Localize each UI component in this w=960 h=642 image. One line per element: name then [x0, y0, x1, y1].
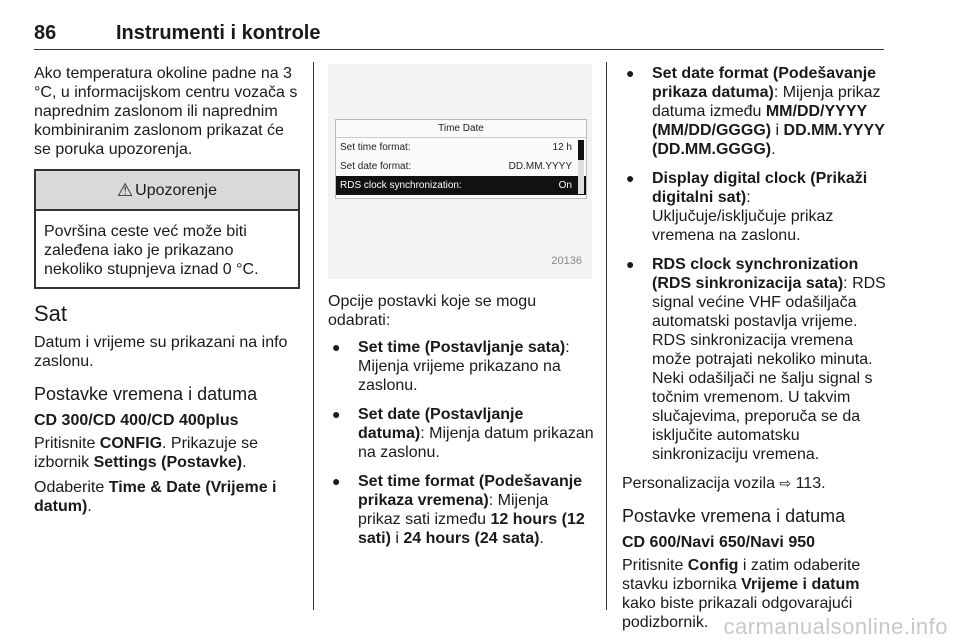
screen-row-date-format: Set date format: DD.MM.YYYY [340, 160, 572, 172]
options-list-continued [622, 64, 888, 464]
list-item: ● RDS clock synchronization (RDS sinkronizacija sata): RDS signal većine VHF odašiljača automatski postavlja vrijeme. RDS sinkronizacija vremena može potrajati nekoliko minuta. Neki odašiljači ne šalju signal s točnim vremenom. U takvim slučajevima, preporuča se da isključite automatsku sinkronizaciju vremena. [622, 255, 888, 464]
warning-body: Površina ceste već može biti zaleđena iako je prikazano nekoliko stupnjeva iznad 0 °C. [44, 223, 259, 278]
warning-header [36, 171, 298, 211]
section-heading-time-date-2: Postavke vremena i datuma [622, 506, 846, 526]
page-title: Instrumenti i kontrole [116, 22, 321, 44]
model-line-2: CD 600/Navi 650/Navi 950 [622, 534, 816, 551]
scroll-thumb [578, 140, 584, 160]
config-paragraph: Pritisnite CONFIG. Prikazuje se izbornik Settings (Postavke). [34, 435, 259, 471]
config-paragraph-2: Pritisnite Config i zatim odaberite stavku izbornika Vrijeme i datum kako biste prikazali odgovarajući podizbornik. [622, 557, 861, 631]
column-1 [34, 64, 300, 516]
list-item: ● Set time (Postavljanje sata): Mijenja vrijeme prikazano na zaslonu. [328, 338, 594, 395]
column-divider-2 [606, 62, 607, 610]
screen-scrollbar [578, 140, 584, 194]
intro-paragraph: Ako temperatura okoline padne na 3 °C, u informacijskom centru vozača s naprednim zaslonom ili naprednim kombiniranim zaslonom prikazat će se poruka upozorenja. [34, 65, 298, 158]
sat-paragraph: Datum i vrijeme su prikazani na info zaslonu. [34, 334, 288, 370]
watermark: carmanualsonline.info [723, 614, 948, 639]
page-reference-arrow-icon: ⇨ [779, 475, 792, 491]
column-3 [622, 64, 888, 632]
screen-title: Time Date [336, 120, 586, 138]
select-paragraph: Odaberite Time & Date (Vrijeme i datum). [34, 479, 277, 515]
personalization-reference: Personalizacija vozila ⇨ 113. [622, 475, 826, 492]
column-divider-1 [313, 62, 314, 610]
warning-icon: ⚠ [117, 179, 134, 200]
display-screen [335, 119, 587, 199]
list-item: ● Set date (Postavljanje datuma): Mijenja datum prikazan na zaslonu. [328, 405, 594, 462]
figure-id: 20136 [551, 255, 582, 267]
page-number: 86 [34, 22, 57, 44]
section-heading-time-date: Postavke vremena i datuma [34, 384, 258, 404]
list-item: ● Set time format (Podešavanje prikaza vremena): Mijenja prikaz sati između 12 hours (12 sati) i 24 hours (24 sata). [328, 472, 594, 548]
list-item: ● Set date format (Podešavanje prikaza datuma): Mijenja prikaz datuma između MM/DD/YYYY (MM/DD/GGGG) i DD.MM.YYYY (DD.MM.GGGG). [622, 64, 888, 159]
column-2 [328, 292, 594, 558]
header-rule [34, 49, 884, 50]
list-item: ● Display digital clock (Prikaži digitalni sat): Uključuje/isključuje prikaz vremena na zaslonu. [622, 169, 888, 245]
options-intro: Opcije postavki koje se mogu odabrati: [328, 293, 537, 329]
warning-title: Upozorenje [135, 181, 217, 199]
page-header [34, 24, 884, 50]
time-date-keyword: Time & Date (Vrijeme i datum) [34, 479, 277, 515]
screen-row-rds-sync: RDS clock synchronization: On [336, 176, 586, 195]
options-list [328, 338, 594, 548]
time-date-screen-figure [328, 64, 592, 279]
section-heading-sat: Sat [34, 301, 68, 326]
config-keyword: CONFIG [99, 435, 163, 452]
warning-box [34, 169, 300, 289]
model-line: CD 300/CD 400/CD 400plus [34, 412, 239, 429]
screen-row-time-format: Set time format: 12 h [340, 141, 572, 153]
settings-keyword: Settings (Postavke) [93, 454, 243, 471]
